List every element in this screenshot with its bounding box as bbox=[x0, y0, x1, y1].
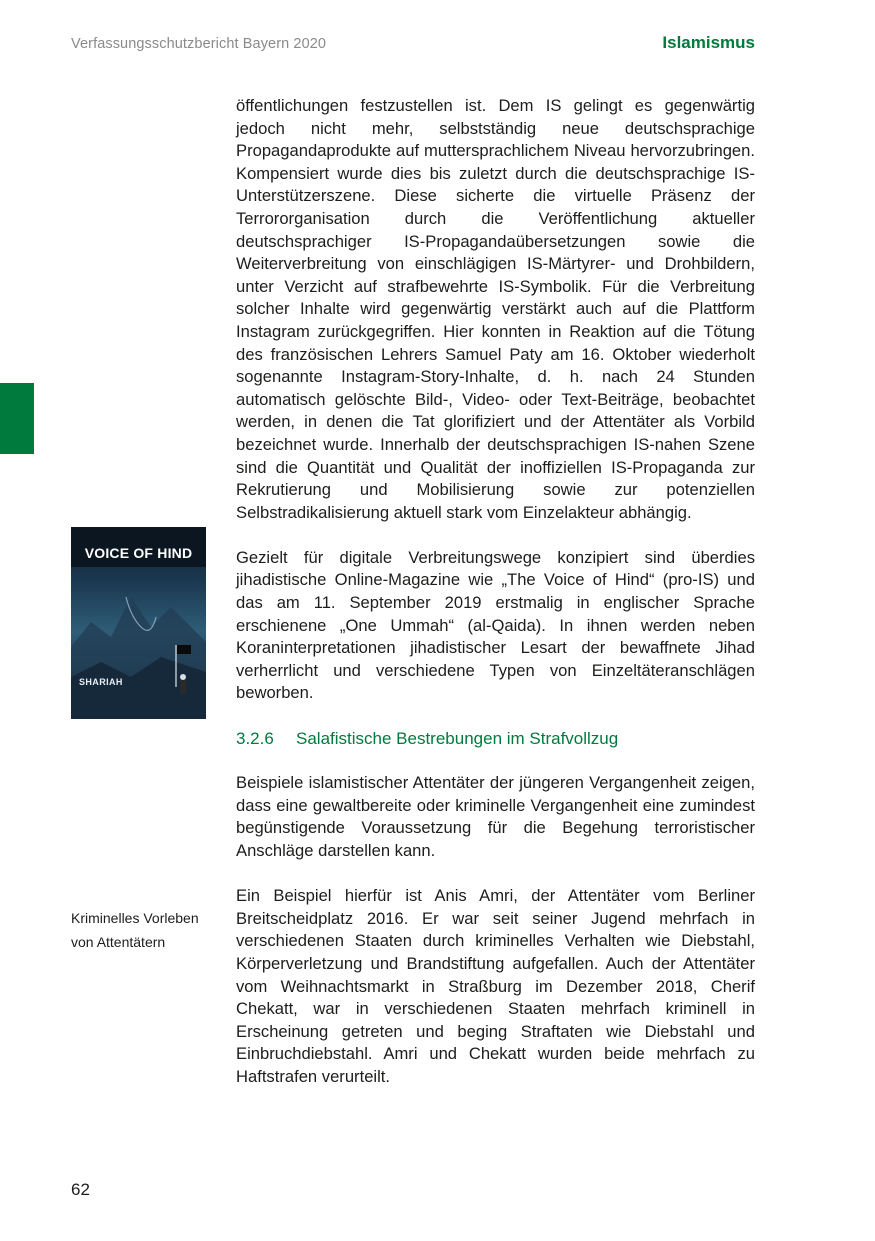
section-title: Salafistische Bestrebungen im Strafvollzug bbox=[296, 728, 619, 748]
cover-title: VOICE OF HIND bbox=[84, 545, 193, 561]
margin-note-line: Kriminelles Vorleben bbox=[71, 910, 199, 926]
cover-word: SHARIAH bbox=[79, 677, 123, 687]
margin-note bbox=[71, 906, 221, 954]
running-head-chapter: Islamismus bbox=[662, 33, 755, 52]
section-number: 3.2.6 bbox=[236, 728, 274, 748]
body-paragraph: Gezielt für digitale Verbreitungswege konzipiert sind überdies jihadistische Online-Magazine wie „The Voice of Hind“ (pro-IS) und das am 11. September 2019 erstmalig in englischer Sprache erschienene „One Ummah“ (al-Qaida). In ihnen werden neben Koraninterpretationen jihadistischer Lesart der bewaffnete Jihad verherrlicht und verschiedene Typen von Einzeltäteranschlägen beworben. bbox=[236, 547, 755, 703]
body-paragraph: Ein Beispiel hierfür ist Anis Amri, der Attentäter vom Berliner Breitscheidplatz 2016. Er war seit seiner Jugend mehrfach in verschiedenen Staaten durch kriminelles Verhalten wie Diebstahl, Körperverletzung und Brandstiftung aufgefallen. Auch der Attentäter vom Weihnachtsmarkt in Straßburg im Dezember 2018, Cherif Chekatt, war in verschiedenen Staaten mehrfach kriminell in Erscheinung getreten und beging Straftaten wie Diebstahl und Einbruchdiebstahl. Amri und Chekatt wurden beide mehrfach zu Haftstrafen verurteilt. bbox=[236, 886, 755, 1086]
page-number: 62 bbox=[71, 1180, 90, 1199]
body-paragraph: Beispiele islamistischer Attentäter der jüngeren Vergangenheit zeigen, dass eine gewaltbereite oder kriminelle Vergangenheit eine zumindest begünstigende Voraussetzung für die Begehung terroristischer Anschläge darstellen kann. bbox=[236, 773, 755, 860]
body-paragraph: öffentlichungen festzustellen ist. Dem IS gelingt es gegenwärtig jedoch nicht mehr, selbstständig neue deutschsprachige Propagandaprodukte auf muttersprachlichem Niveau hervorzubringen. Kompensiert wurde dies bis zuletzt durch die deutschsprachige IS-Unterstützerszene. Diese sicherte die virtuelle Präsenz der Terrororganisation durch die Veröffentlichung aktueller deutschsprachiger IS-Propagandaübersetzungen sowie die Weiterverbreitung von einschlägigen IS-Märtyrer- und Drohbildern, unter Verzicht auf strafbewehrte IS-Symbolik. Für die Verbreitung solcher Inhalte wird gegenwärtig verstärkt auch auf die Plattform Instagram zurückgegriffen. Hier konnten in Reaktion auf die Tötung des französischen Lehrers Samuel Paty am 16. Oktober wiederholt sogenannte Instagram-Story-Inhalte, d. h. nach 24 Stunden automatisch gelöschte Bild-, Video- oder Text-Beiträge, beobachtet werden, in denen die Tat glorifiziert und der Attentäter als Vorbild bezeichnet wurde. Innerhalb der deutschsprachigen IS-nahen Szene sind die Quantität und Qualität der inoffiziellen IS-Propaganda zur Rekrutierung und Mobilisierung sowie zur potenziellen Selbstradikalisierung aktuell stark vom Einzelakteur abhängig. bbox=[236, 96, 755, 522]
chapter-tab-marker bbox=[0, 383, 34, 454]
section-heading bbox=[236, 728, 755, 751]
main-text-column bbox=[236, 95, 755, 1111]
magazine-cover-image bbox=[71, 527, 206, 719]
margin-note-line: von Attentätern bbox=[71, 934, 166, 950]
running-head-publication: Verfassungsschutzbericht Bayern 2020 bbox=[71, 36, 327, 52]
